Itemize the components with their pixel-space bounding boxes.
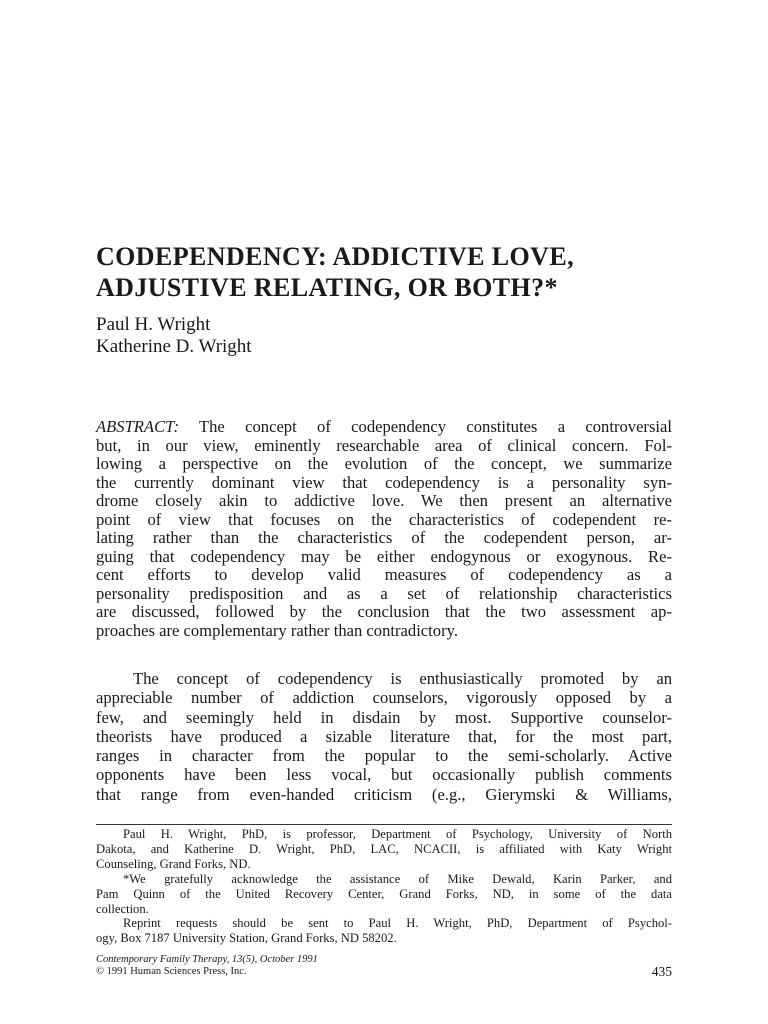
abstract-line: are discussed, followed by the conclusion that the two assessment ap- (96, 602, 672, 621)
body-line: appreciable number of addiction counselors, vigorously opposed by a (96, 688, 672, 708)
page-number: 435 (651, 964, 672, 979)
abstract-line: but, in our view, eminently researchable area of clinical concern. Fol- (96, 435, 672, 455)
footnote-line: Reprint requests should be sent to Paul H. Wright, PhD, Department of Psychol- (123, 916, 672, 931)
footnote-line: *We gratefully acknowledge the assistance of Mike Dewald, Karin Parker, and (123, 871, 672, 886)
title-line: ADJUSTIVE RELATING, OR BOTH?* (96, 273, 558, 302)
abstract-line: point of view that focuses on the characteristics of codependent re- (96, 509, 672, 529)
body-line: that range from even-handed criticism (e.g., Gierymski & Williams, (96, 784, 672, 804)
journal-citation: Contemporary Family Therapy, 13(5), October 1991 (96, 954, 318, 965)
journal-info (96, 954, 318, 978)
body-line: theorists have produced a sizable literature that, for the most part, (96, 726, 672, 746)
abstract-line (96, 418, 672, 437)
abstract-line: proaches are complementary rather than contradictory. (96, 620, 458, 640)
abstract-line: lating rather than the characteristics of the codependent person, ar- (96, 528, 672, 547)
abstract-line: lowing a perspective on the evolution of the concept, we summarize (96, 454, 672, 473)
footnotes (96, 827, 672, 946)
author-name: Paul H. Wright (96, 314, 211, 335)
abstract (96, 418, 672, 640)
body-line: few, and seemingly held in disdain by most. Supportive counselor- (96, 707, 672, 727)
paper-page (96, 0, 672, 1024)
body-line: The concept of codependency is enthusiastically promoted by an (133, 669, 672, 688)
footnote-line: Dakota, and Katherine D. Wright, PhD, LAC, NCACII, is affiliated with Katy Wright (96, 841, 672, 856)
footnote-line: Paul H. Wright, PhD, is professor, Department of Psychology, University of North (123, 827, 672, 841)
abstract-line: drome closely akin to addictive love. We then present an alternative (96, 491, 672, 510)
body-paragraph (96, 669, 672, 804)
footnote-line: ogy, Box 7187 University Station, Grand Forks, ND 58202. (96, 931, 397, 946)
author-name: Katherine D. Wright (96, 336, 252, 357)
author-list (96, 314, 252, 358)
abstract-line: cent efforts to develop valid measures of codependency as a (96, 565, 672, 584)
title-line: CODEPENDENCY: ADDICTIVE LOVE, (96, 242, 574, 271)
footnote-line: Pam Quinn of the United Recovery Center, Grand Forks, ND, in some of the data (96, 886, 672, 901)
article-title (96, 241, 672, 303)
abstract-line: guing that codependency may be either endogynous or exogynous. Re- (96, 546, 672, 566)
footnote-line: Counseling, Grand Forks, ND. (96, 856, 251, 871)
abstract-label: ABSTRACT: (96, 417, 179, 436)
copyright-notice: © 1991 Human Sciences Press, Inc. (96, 966, 247, 977)
body-line: opponents have been less vocal, but occasionally publish comments (96, 765, 672, 785)
abstract-text: The concept of codependency constitutes a controversial (178, 417, 672, 436)
body-line: ranges in character from the popular to the semi-scholarly. Active (96, 746, 672, 766)
footnote-line: collection. (96, 901, 149, 916)
footnote-divider (96, 824, 672, 825)
abstract-line: the currently dominant view that codependency is a personality syn- (96, 472, 672, 492)
abstract-line: personality predisposition and as a set of relationship characteristics (96, 583, 672, 603)
